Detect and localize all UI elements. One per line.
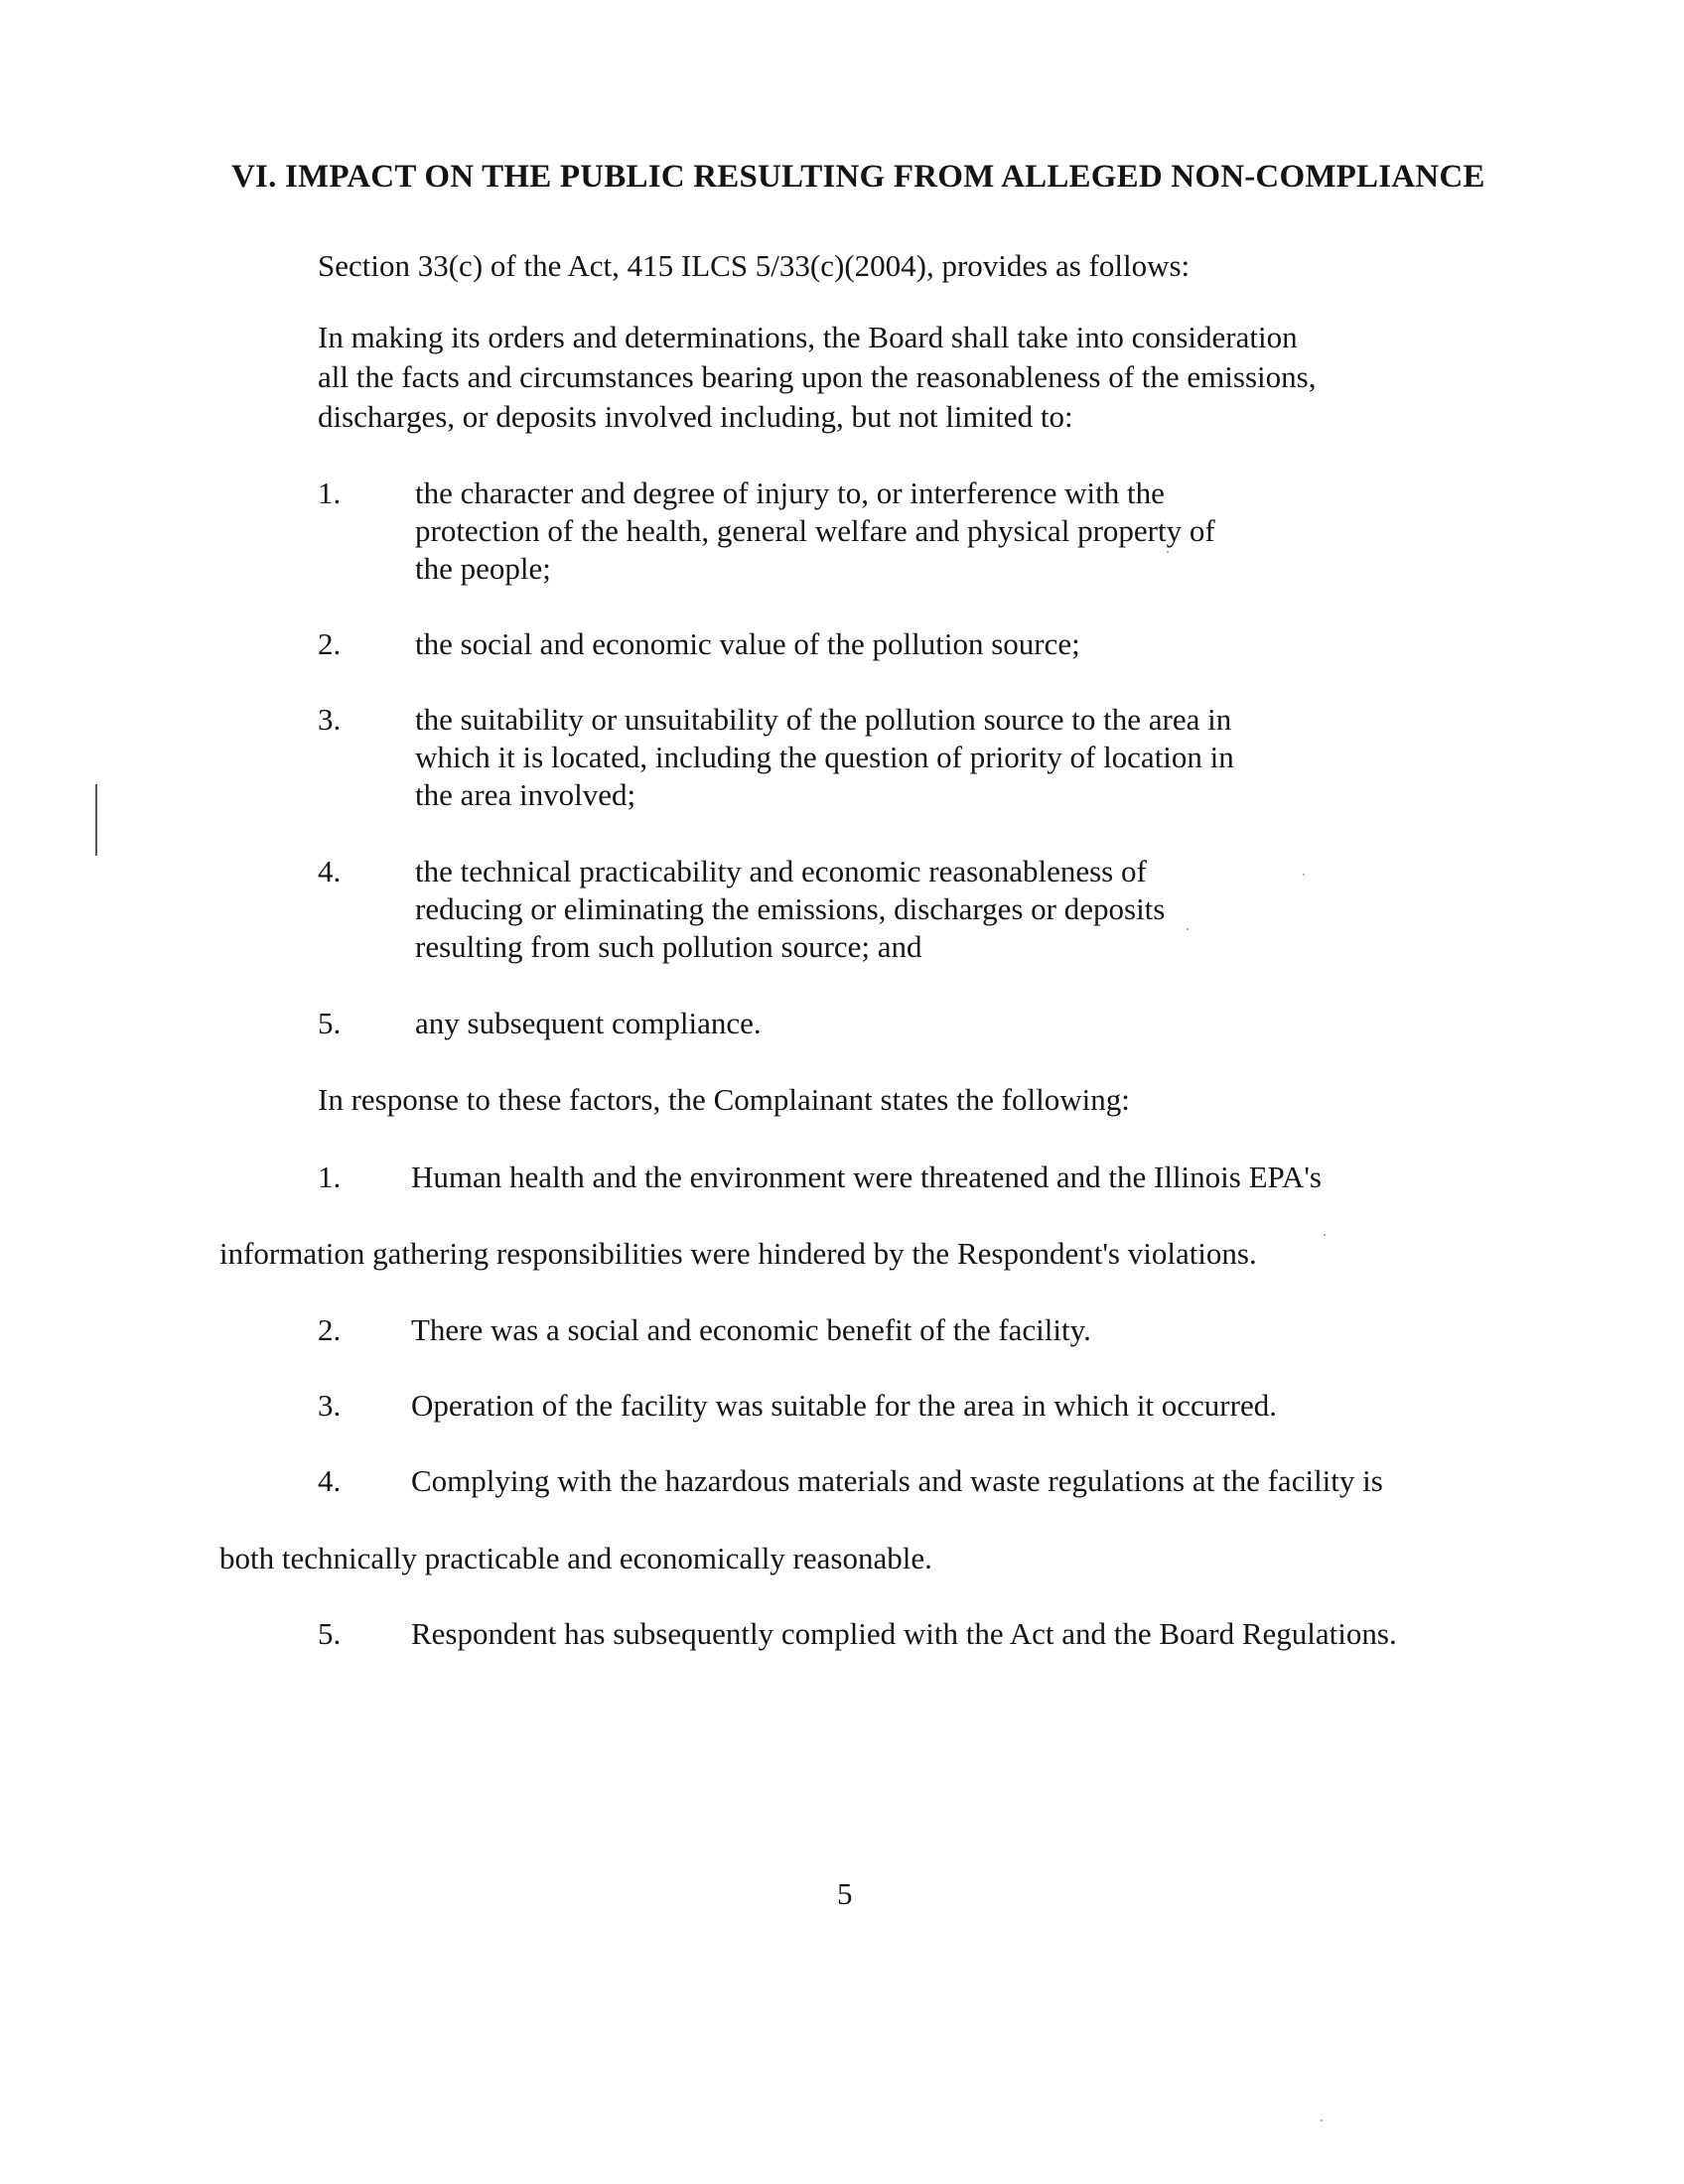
factor-line: which it is located, including the question of priority of location in <box>415 740 1234 774</box>
response-intro: In response to these factors, the Complainant states the following: <box>318 1082 1130 1117</box>
factor-line: the suitability or unsuitability of the pollution source to the area in <box>415 702 1232 737</box>
factor-line: the social and economic value of the pollution source; <box>415 626 1080 661</box>
factor-number: 2. <box>318 626 342 661</box>
response-number: 3. <box>318 1388 342 1423</box>
scan-speck <box>1187 928 1189 930</box>
section-heading: VI. IMPACT ON THE PUBLIC RESULTING FROM ALLEGED NON-COMPLIANCE <box>231 159 1485 195</box>
response-line: There was a social and economic benefit of the facility. <box>411 1312 1091 1347</box>
response-number: 4. <box>318 1463 342 1498</box>
response-line: Respondent has subsequently complied with the Act and the Board Regulations. <box>411 1616 1397 1651</box>
response-continuation: both technically practicable and economically reasonable. <box>219 1541 932 1575</box>
quote-line: all the facts and circumstances bearing upon the reasonableness of the emissions, <box>318 359 1317 394</box>
response-number: 1. <box>318 1160 342 1194</box>
factor-number: 1. <box>318 476 342 510</box>
response-line: Complying with the hazardous materials and waste regulations at the facility is <box>411 1463 1383 1498</box>
factor-line: the character and degree of injury to, or interference with the <box>415 476 1165 510</box>
response-number: 2. <box>318 1312 342 1347</box>
factor-number: 5. <box>318 1006 342 1040</box>
quote-line: discharges, or deposits involved including, but not limited to: <box>318 399 1073 434</box>
scan-speck <box>1167 551 1169 553</box>
page-number: 5 <box>837 1876 853 1911</box>
scan-speck <box>1303 874 1305 876</box>
quote-line: In making its orders and determinations, the Board shall take into consideration <box>318 320 1298 354</box>
response-number: 5. <box>318 1616 342 1651</box>
factor-line: the area involved; <box>415 777 636 812</box>
intro-paragraph: Section 33(c) of the Act, 415 ILCS 5/33(c)(2004), provides as follows: <box>318 248 1191 283</box>
factor-line: the people; <box>415 551 551 586</box>
factor-line: reducing or eliminating the emissions, discharges or deposits <box>415 891 1166 926</box>
factor-line: resulting from such pollution source; and <box>415 929 922 964</box>
factor-number: 3. <box>318 702 342 737</box>
scan-margin-mark <box>95 784 97 856</box>
response-line: Human health and the environment were threatened and the Illinois EPA's <box>411 1160 1322 1194</box>
scan-speck <box>1321 2119 1323 2121</box>
factor-line: protection of the health, general welfare and physical property of <box>415 513 1215 548</box>
response-line: Operation of the facility was suitable for the area in which it occurred. <box>411 1388 1277 1423</box>
response-continuation: information gathering responsibilities were hindered by the Respondent's violations. <box>219 1236 1257 1271</box>
factor-number: 4. <box>318 854 342 888</box>
factor-line: any subsequent compliance. <box>415 1006 762 1040</box>
scan-speck <box>1324 1234 1326 1236</box>
factor-line: the technical practicability and economic reasonableness of <box>415 854 1147 888</box>
